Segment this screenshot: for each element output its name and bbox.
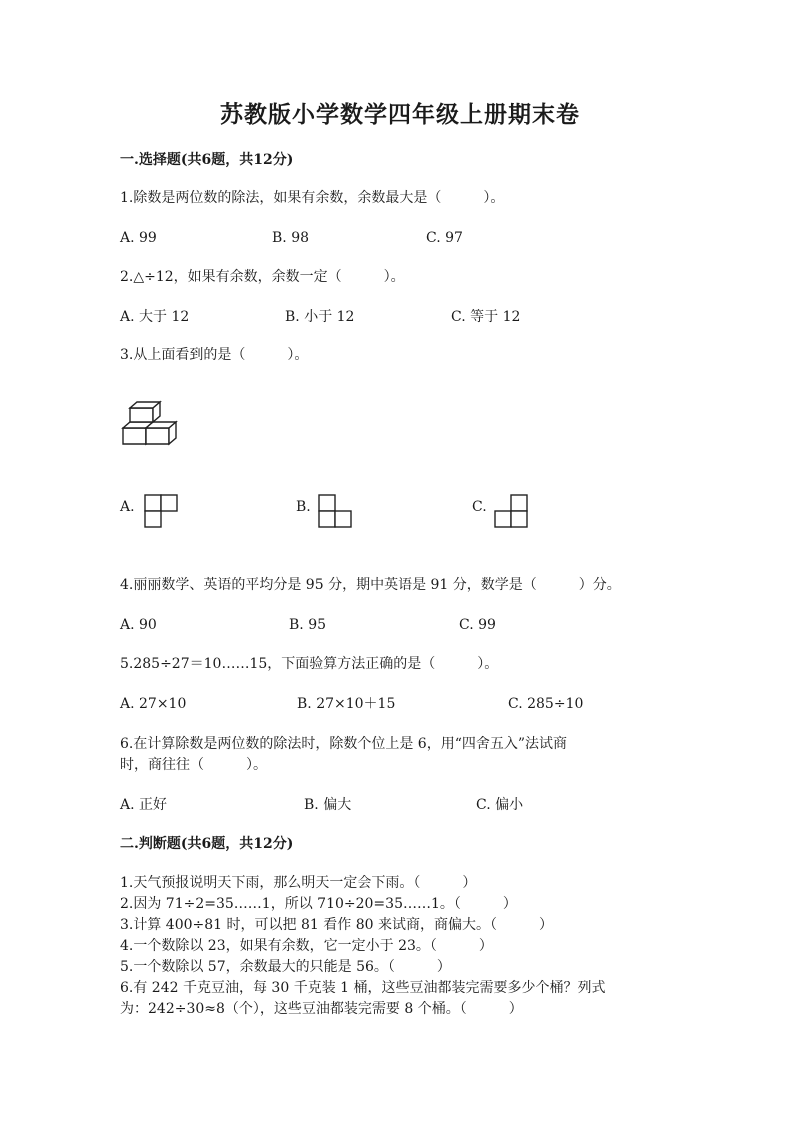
q5-option-c: C. 285÷10	[508, 696, 584, 712]
q6-option-c: C. 偏小	[476, 797, 524, 813]
q2-option-a: A. 大于 12	[120, 309, 190, 325]
page-title: 苏教版小学数学四年级上册期末卷	[220, 101, 580, 128]
judgement-item-4: 4.一个数除以 23，如果有余数，它一定小于 23。（ ）	[120, 938, 493, 954]
judgement-item-6-line1: 6.有 242 千克豆油，每 30 千克装 1 桶，这些豆油都装完需要多少个桶？列式	[120, 980, 606, 996]
judgement-item-2: 2.因为 71÷2=35……1，所以 710÷20=35……1。（ ）	[120, 896, 517, 912]
q4-option-b: B. 95	[289, 617, 327, 633]
q5-option-a: A. 27×10	[120, 696, 187, 712]
judgement-item-6-line2: 为：242÷30≈8（个），这些豆油都装完需要 8 个桶。（ ）	[120, 1001, 523, 1017]
section2-heading: 二.判断题(共6题，共12分)	[120, 836, 294, 852]
q1-option-c: C. 97	[426, 230, 463, 246]
judgement-item-1: 1.天气预报说明天下雨，那么明天一定会下雨。（ ）	[120, 875, 477, 891]
question-2: 2.△÷12，如果有余数，余数一定（ ）。	[120, 269, 405, 285]
question-6-line2: 时，商往往（ ）。	[120, 757, 267, 773]
question-1: 1.除数是两位数的除法，如果有余数，余数最大是（ ）。	[120, 190, 505, 206]
q1-option-b: B. 98	[272, 230, 310, 246]
section1-heading: 一.选择题(共6题，共12分)	[120, 152, 294, 168]
q2-option-b: B. 小于 12	[285, 309, 355, 325]
question-5: 5.285÷27＝10……15，下面验算方法正确的是（ ）。	[120, 656, 499, 672]
top-view-shape-b-icon	[318, 494, 352, 528]
judgement-item-5: 5.一个数除以 57，余数最大的只能是 56。（ ）	[120, 959, 451, 975]
q4-option-a: A. 90	[120, 617, 157, 633]
question-4: 4.丽丽数学、英语的平均分是 95 分，期中英语是 91 分，数学是（ ）分。	[120, 577, 621, 593]
q5-option-b: B. 27×10＋15	[297, 696, 396, 712]
isometric-cubes-icon	[120, 398, 182, 446]
judgement-item-3: 3.计算 400÷81 时，可以把 81 看作 80 来试商，商偏大。（ ）	[120, 917, 553, 933]
q6-option-a: A. 正好	[120, 797, 168, 813]
q1-option-a: A. 99	[120, 230, 157, 246]
q2-option-c: C. 等于 12	[451, 309, 521, 325]
q3-option-b: B.	[296, 499, 311, 515]
top-view-shape-a-icon	[144, 494, 178, 528]
q3-option-c: C.	[472, 499, 487, 515]
q6-option-b: B. 偏大	[304, 797, 352, 813]
top-view-shape-c-icon	[494, 494, 528, 528]
q4-option-c: C. 99	[459, 617, 496, 633]
q3-option-a: A.	[120, 499, 135, 515]
question-3: 3.从上面看到的是（ ）。	[120, 347, 309, 363]
question-6-line1: 6.在计算除数是两位数的除法时，除数个位上是 6，用“四舍五入”法试商	[120, 736, 568, 752]
